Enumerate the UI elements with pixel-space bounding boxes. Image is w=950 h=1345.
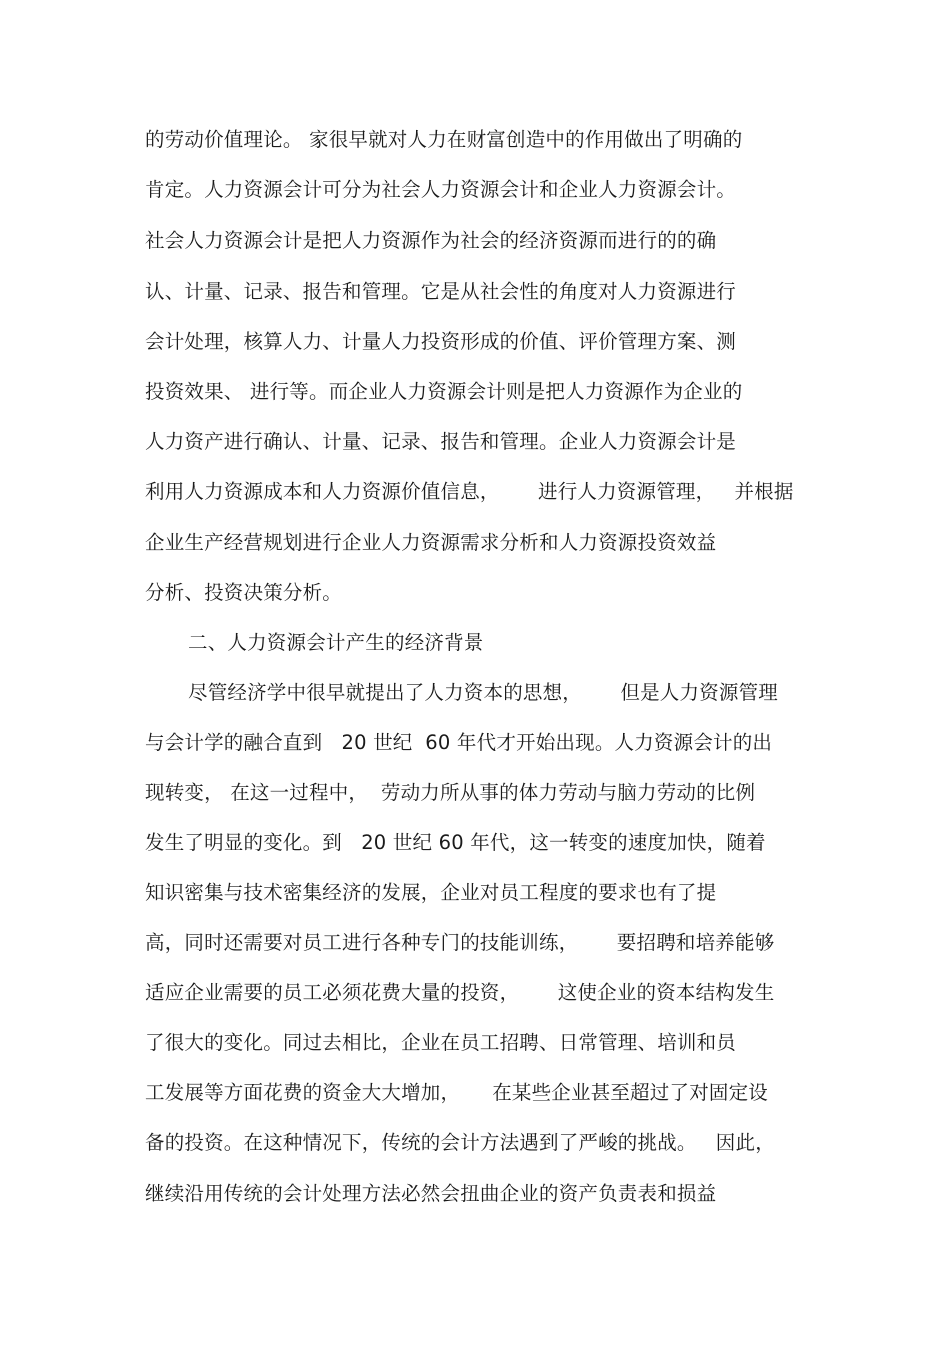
text-line: 与会计学的融合直到 20 世纪 60 年代才开始出现。人力资源会计的出 xyxy=(145,731,773,754)
text-line: 利用人力资源成本和人力资源价值信息， 进行人力资源管理， 并根据 xyxy=(145,480,794,503)
text-line: 投资效果、 进行等。而企业人力资源会计则是把人力资源作为企业的 xyxy=(145,380,743,403)
text-line: 发生了明显的变化。到 20 世纪 60 年代，这一转变的速度加快，随着 xyxy=(145,831,766,854)
text-line: 了很大的变化。同过去相比，企业在员工招聘、日常管理、培训和员 xyxy=(145,1031,737,1054)
section-heading: 二、人力资源会计产生的经济背景 xyxy=(188,631,484,654)
text-line: 高，同时还需要对员工进行各种专门的技能训练， 要招聘和培养能够 xyxy=(145,931,775,954)
text-line: 工发展等方面花费的资金大大增加， 在某些企业甚至超过了对固定设 xyxy=(145,1081,768,1104)
text-line: 认、计量、记录、报告和管理。它是从社会性的角度对人力资源进行 xyxy=(145,280,737,303)
text-line: 现转变， 在这一过程中， 劳动力所从事的体力劳动与脑力劳动的比例 xyxy=(145,781,756,804)
text-line: 企业生产经营规划进行企业人力资源需求分析和人力资源投资效益 xyxy=(145,531,717,554)
text-line: 继续沿用传统的会计处理方法必然会扭曲企业的资产负责表和损益 xyxy=(145,1182,717,1205)
text-line: 会计处理，核算人力、计量人力投资形成的价值、评价管理方案、测 xyxy=(145,330,737,353)
text-line: 分析、投资决策分析。 xyxy=(145,581,343,604)
text-line: 社会人力资源会计是把人力资源作为社会的经济资源而进行的的确 xyxy=(145,229,717,252)
text-line: 知识密集与技术密集经济的发展，企业对员工程度的要求也有了提 xyxy=(145,881,717,904)
text-line: 备的投资。在这种情况下，传统的会计方法遇到了严峻的挑战。 因此， xyxy=(145,1131,775,1154)
paragraph-first-line: 尽管经济学中很早就提出了人力资本的思想， 但是人力资源管理 xyxy=(188,681,778,704)
text-line: 人力资产进行确认、计量、记录、报告和管理。企业人力资源会计是 xyxy=(145,430,737,453)
text-line: 的劳动价值理论。 家很早就对人力在财富创造中的作用做出了明确的 xyxy=(145,128,743,151)
text-line: 适应企业需要的员工必须花费大量的投资， 这使企业的资本结构发生 xyxy=(145,981,775,1004)
text-line: 肯定。人力资源会计可分为社会人力资源会计和企业人力资源会计。 xyxy=(145,178,737,201)
